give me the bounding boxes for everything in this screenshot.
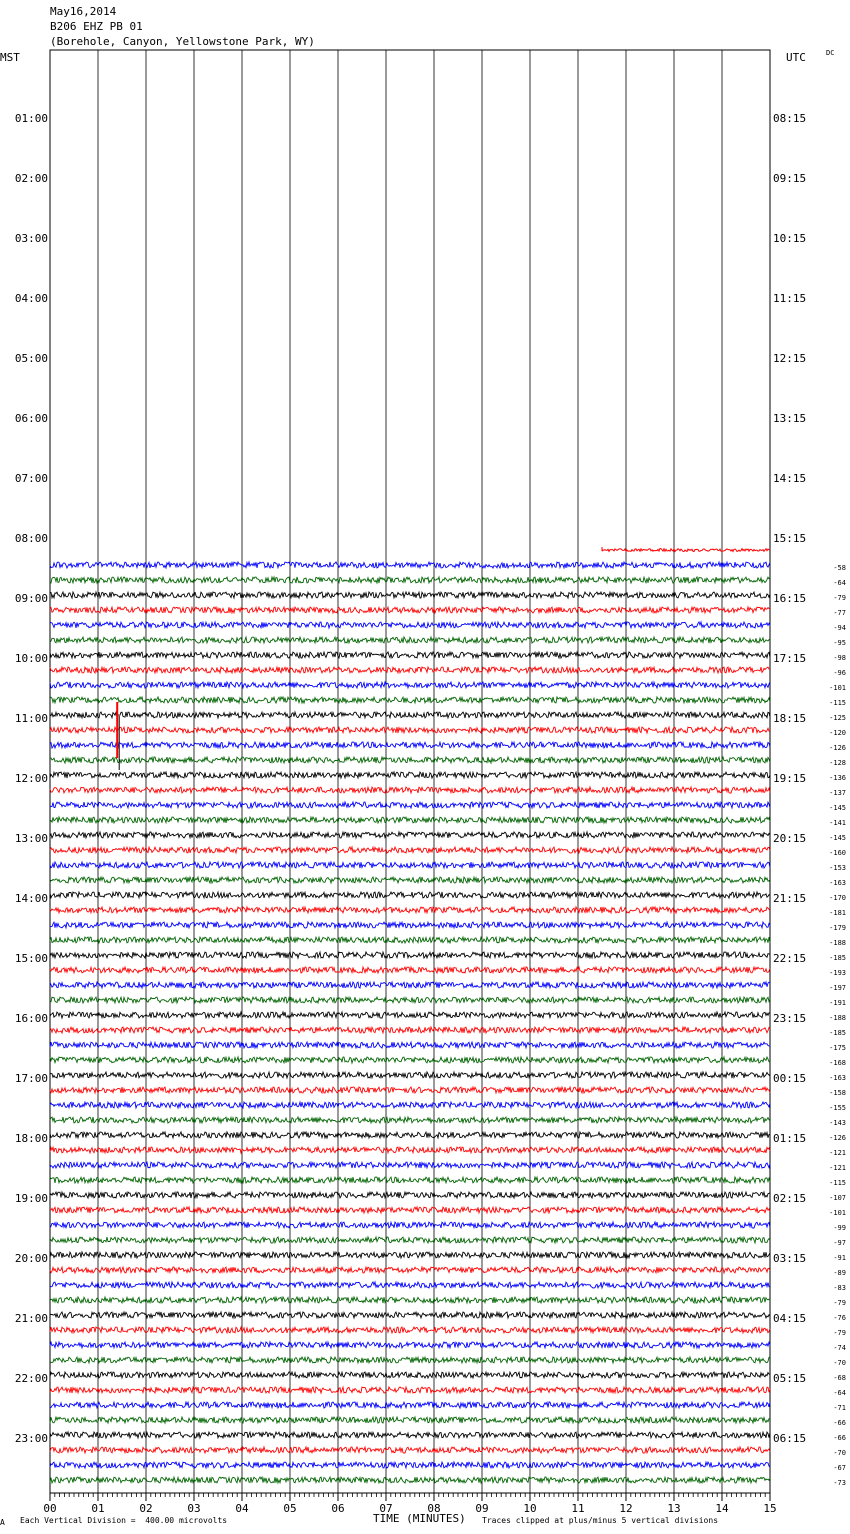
seismic-trace: [50, 997, 770, 1003]
right-hour-label: 14:15: [773, 472, 807, 485]
dc-offset-label: -71: [833, 1404, 846, 1412]
dc-offset-label: -126: [829, 1134, 846, 1142]
dc-offset-label: -125: [829, 714, 846, 722]
dc-offset-label: -179: [829, 924, 846, 932]
right-hour-label: 23:15: [773, 1012, 807, 1025]
seismic-trace: [50, 1012, 770, 1018]
seismic-trace: [50, 1477, 770, 1483]
left-hour-label: 13:00: [14, 832, 48, 845]
seismic-trace: [50, 622, 770, 628]
right-hour-label: 10:15: [773, 232, 807, 245]
seismic-trace-partial: [602, 549, 770, 552]
dc-offset-label: -191: [829, 999, 846, 1007]
right-hour-label: 20:15: [773, 832, 807, 845]
right-hour-label: 06:15: [773, 1432, 807, 1445]
left-hour-label: 01:00: [14, 112, 48, 125]
left-hour-label: 11:00: [14, 712, 48, 725]
dc-offset-label: -96: [833, 669, 846, 677]
seismic-trace: [50, 1072, 770, 1078]
dc-offset-label: -76: [833, 1314, 846, 1322]
left-hour-label: 02:00: [14, 172, 48, 185]
dc-offset-label: -163: [829, 879, 846, 887]
dc-offset-label: -98: [833, 654, 846, 662]
seismic-trace: [50, 1357, 770, 1363]
dc-offset-label: -70: [833, 1359, 846, 1367]
dc-offset-label: -126: [829, 744, 846, 752]
x-tick-label: 07: [379, 1502, 393, 1515]
left-hour-label: 08:00: [14, 532, 48, 545]
seismic-trace: [50, 1447, 770, 1453]
dc-offset-label: -175: [829, 1044, 846, 1052]
left-hour-label: 14:00: [14, 892, 48, 905]
dc-offset-label: -66: [833, 1434, 846, 1442]
dc-offset-label: -115: [829, 1179, 846, 1187]
x-tick-label: 05: [283, 1502, 297, 1515]
right-hour-label: 16:15: [773, 592, 807, 605]
x-tick-label: 11: [571, 1502, 585, 1515]
dc-offset-label: -79: [833, 1329, 846, 1337]
seismic-trace: [50, 727, 770, 733]
dc-offset-label: -137: [829, 789, 846, 797]
dc-offset-label: -79: [833, 1299, 846, 1307]
right-hour-label: 09:15: [773, 172, 807, 185]
seismic-trace: [50, 757, 770, 763]
right-hour-label: 00:15: [773, 1072, 807, 1085]
left-hour-label: 17:00: [14, 1072, 48, 1085]
seismic-trace: [50, 562, 770, 568]
right-hour-label: 17:15: [773, 652, 807, 665]
dc-offset-label: -91: [833, 1254, 846, 1262]
seismic-trace: [50, 1147, 770, 1153]
seismic-trace: [50, 682, 770, 688]
scale-note: Each Vertical Division = 400.00 microvolts: [20, 1516, 228, 1525]
seismic-trace: [50, 952, 770, 958]
seismic-trace: [50, 787, 770, 793]
left-hour-label: 18:00: [14, 1132, 48, 1145]
left-hour-label: 09:00: [14, 592, 48, 605]
seismic-trace: [50, 907, 770, 913]
dc-offset-label: -66: [833, 1419, 846, 1427]
seismic-trace: [50, 1057, 770, 1063]
clip-note: Traces clipped at plus/minus 5 vertical divisions: [482, 1516, 719, 1525]
dc-offset-label: -73: [833, 1479, 846, 1487]
header-station: B206 EHZ PB 01: [50, 20, 143, 33]
seismic-trace: [50, 1132, 770, 1138]
x-tick-label: 06: [331, 1502, 345, 1515]
dc-offset-label: -115: [829, 699, 846, 707]
right-hour-label: 12:15: [773, 352, 807, 365]
x-tick-label: 04: [235, 1502, 249, 1515]
dc-offset-label: -107: [829, 1194, 846, 1202]
dc-offset-label: -188: [829, 1014, 846, 1022]
dc-offset-label: -64: [833, 1389, 846, 1397]
seismic-trace: [50, 1282, 770, 1288]
right-hour-label: 03:15: [773, 1252, 807, 1265]
seismic-trace: [50, 1372, 770, 1378]
x-tick-label: 13: [667, 1502, 681, 1515]
right-hour-label: 04:15: [773, 1312, 807, 1325]
dc-offset-label: -145: [829, 834, 846, 842]
seismic-trace: [50, 967, 770, 973]
right-hour-label: 15:15: [773, 532, 807, 545]
x-tick-label: 00: [43, 1502, 57, 1515]
left-hour-label: 04:00: [14, 292, 48, 305]
x-tick-label: 09: [475, 1502, 489, 1515]
seismic-trace: [50, 817, 770, 823]
dc-offset-label: -74: [833, 1344, 846, 1352]
corner-mark: A: [0, 1518, 5, 1527]
dc-offset-label: -121: [829, 1164, 846, 1172]
dc-offset-label: -185: [829, 954, 846, 962]
seismic-trace: [50, 772, 770, 778]
seismic-trace: [50, 712, 770, 718]
seismic-trace: [50, 1117, 770, 1123]
seismic-trace: [50, 1027, 770, 1033]
seismic-trace: [50, 652, 770, 658]
right-hour-label: 02:15: [773, 1192, 807, 1205]
right-hour-label: 08:15: [773, 112, 807, 125]
dc-offset-label: -141: [829, 819, 846, 827]
seismic-trace: [50, 1162, 770, 1168]
dc-offset-label: -153: [829, 864, 846, 872]
left-hour-label: 12:00: [14, 772, 48, 785]
seismic-trace: [50, 1087, 770, 1093]
dc-offset-label: -68: [833, 1374, 846, 1382]
seismic-trace: [50, 802, 770, 808]
seismic-trace: [50, 592, 770, 598]
x-tick-label: 10: [523, 1502, 537, 1515]
x-tick-label: 14: [715, 1502, 729, 1515]
right-hour-label: 01:15: [773, 1132, 807, 1145]
dc-offset-label: -70: [833, 1449, 846, 1457]
dc-offset-label: -120: [829, 729, 846, 737]
left-hour-label: 20:00: [14, 1252, 48, 1265]
seismic-trace: [50, 1042, 770, 1048]
seismic-trace: [50, 1342, 770, 1348]
plot-frame: [50, 50, 770, 1493]
x-tick-label: 03: [187, 1502, 201, 1515]
dc-offset-label: -97: [833, 1239, 846, 1247]
dc-offset-label: -163: [829, 1074, 846, 1082]
left-hour-label: 23:00: [14, 1432, 48, 1445]
x-tick-label: 15: [763, 1502, 777, 1515]
dc-offset-label: -185: [829, 1029, 846, 1037]
left-hour-label: 16:00: [14, 1012, 48, 1025]
dc-label: DC: [826, 49, 835, 57]
dc-offset-label: -193: [829, 969, 846, 977]
dc-offset-label: -101: [829, 1209, 846, 1217]
seismic-trace: [50, 742, 770, 748]
seismic-trace: [50, 1222, 770, 1228]
dc-offset-label: -136: [829, 774, 846, 782]
left-hour-label: 21:00: [14, 1312, 48, 1325]
seismic-trace: [50, 862, 770, 868]
dc-offset-label: -181: [829, 909, 846, 917]
dc-offset-label: -67: [833, 1464, 846, 1472]
x-tick-label: 12: [619, 1502, 633, 1515]
header-location: (Borehole, Canyon, Yellowstone Park, WY): [50, 35, 315, 48]
seismic-trace: [50, 1192, 770, 1198]
seismic-trace: [50, 1387, 770, 1393]
seismic-trace: [50, 1207, 770, 1213]
seismic-trace: [50, 1267, 770, 1273]
right-hour-label: 13:15: [773, 412, 807, 425]
dc-offset-label: -77: [833, 609, 846, 617]
left-hour-label: 03:00: [14, 232, 48, 245]
dc-offset-label: -158: [829, 1089, 846, 1097]
seismic-trace: [50, 667, 770, 673]
seismic-trace: [50, 637, 770, 643]
seismic-trace: [50, 982, 770, 988]
left-hour-label: 15:00: [14, 952, 48, 965]
seismic-trace: [50, 1462, 770, 1468]
seismic-trace: [50, 577, 770, 583]
seismic-trace: [50, 697, 770, 703]
dc-offset-label: -143: [829, 1119, 846, 1127]
seismic-trace: [50, 1417, 770, 1423]
dc-offset-label: -145: [829, 804, 846, 812]
seismic-trace: [50, 877, 770, 883]
dc-offset-label: -94: [833, 624, 846, 632]
x-tick-label: 08: [427, 1502, 441, 1515]
dc-offset-label: -101: [829, 684, 846, 692]
seismic-trace: [50, 1297, 770, 1303]
seismic-trace: [50, 1312, 770, 1318]
left-hour-label: 05:00: [14, 352, 48, 365]
seismic-trace: [50, 1327, 770, 1333]
dc-offset-label: -83: [833, 1284, 846, 1292]
dc-offset-label: -155: [829, 1104, 846, 1112]
dc-offset-label: -128: [829, 759, 846, 767]
right-hour-label: 22:15: [773, 952, 807, 965]
x-tick-label: 02: [139, 1502, 153, 1515]
dc-offset-label: -89: [833, 1269, 846, 1277]
seismic-trace: [50, 937, 770, 943]
dc-offset-label: -121: [829, 1149, 846, 1157]
dc-offset-label: -188: [829, 939, 846, 947]
seismic-trace: [50, 1177, 770, 1183]
seismic-trace: [50, 1237, 770, 1243]
seismic-trace: [50, 1432, 770, 1438]
seismic-trace: [50, 922, 770, 928]
seismic-trace: [50, 847, 770, 853]
dc-offset-label: -168: [829, 1059, 846, 1067]
left-hour-label: 19:00: [14, 1192, 48, 1205]
seismic-trace: [50, 607, 770, 613]
dc-offset-label: -170: [829, 894, 846, 902]
x-axis-label: TIME (MINUTES): [373, 1512, 466, 1525]
dc-offset-label: -58: [833, 564, 846, 572]
right-hour-label: 21:15: [773, 892, 807, 905]
left-hour-label: 10:00: [14, 652, 48, 665]
right-hour-label: 05:15: [773, 1372, 807, 1385]
left-timezone-label: MST: [0, 51, 20, 64]
right-hour-label: 11:15: [773, 292, 807, 305]
left-hour-label: 07:00: [14, 472, 48, 485]
dc-offset-label: -197: [829, 984, 846, 992]
seismic-trace: [50, 1102, 770, 1108]
dc-offset-label: -99: [833, 1224, 846, 1232]
x-tick-label: 01: [91, 1502, 105, 1515]
seismic-trace: [50, 832, 770, 838]
dc-offset-label: -64: [833, 579, 846, 587]
left-hour-label: 22:00: [14, 1372, 48, 1385]
dc-offset-label: -160: [829, 849, 846, 857]
right-hour-label: 18:15: [773, 712, 807, 725]
dc-offset-label: -79: [833, 594, 846, 602]
right-hour-label: 19:15: [773, 772, 807, 785]
header-date: May16,2014: [50, 5, 117, 18]
seismic-trace: [50, 892, 770, 898]
seismic-trace: [50, 1402, 770, 1408]
seismic-trace: [50, 1252, 770, 1258]
dc-offset-label: -95: [833, 639, 846, 647]
left-hour-label: 06:00: [14, 412, 48, 425]
right-timezone-label: UTC: [786, 51, 806, 64]
